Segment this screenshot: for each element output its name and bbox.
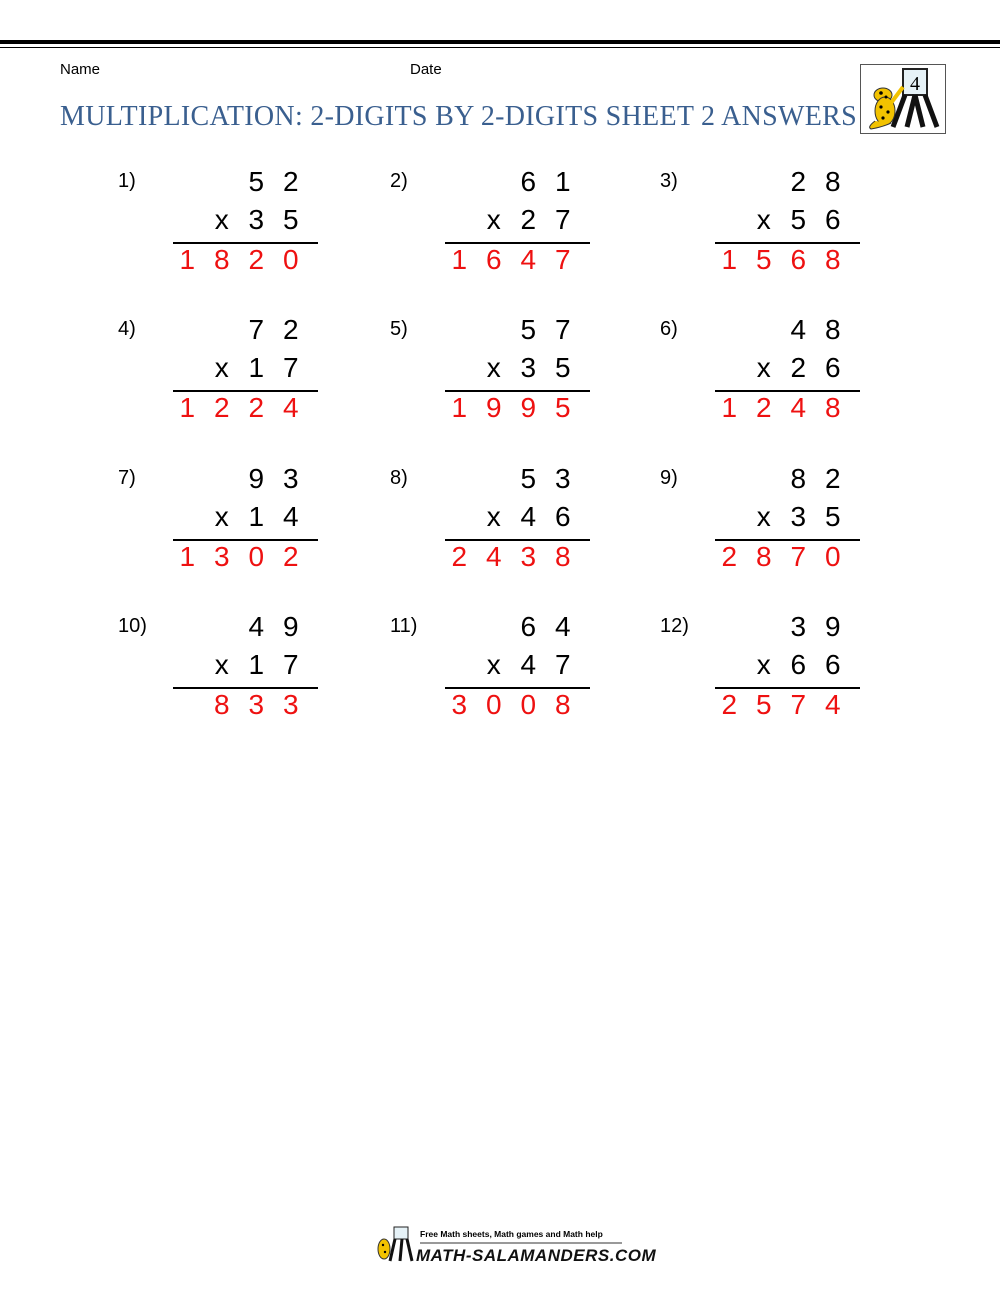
multiplier-digit: x xyxy=(214,649,229,680)
multiplier-digit: x xyxy=(486,649,501,680)
multiplier-digit: 6 xyxy=(824,204,841,235)
multiplier-digit: x xyxy=(756,204,771,235)
multiplicand-digit: 5 xyxy=(520,314,537,345)
multiplier xyxy=(205,352,309,384)
answer xyxy=(442,244,580,276)
answer-digit xyxy=(170,689,205,721)
answer-digit: 2 xyxy=(451,541,468,572)
multiplicand-digit: 8 xyxy=(790,463,807,494)
problem-10 xyxy=(118,611,318,755)
multiplicand-digit: 3 xyxy=(282,463,299,494)
answer xyxy=(712,541,850,573)
problem-number: 1) xyxy=(118,170,136,192)
multiplicand-digit: 1 xyxy=(554,166,571,197)
multiplier-digit: 4 xyxy=(282,501,299,532)
multiplier-digit: 1 xyxy=(248,501,265,532)
multiplier-digit: x xyxy=(486,352,501,383)
multiplicand xyxy=(747,314,851,346)
answer xyxy=(442,541,580,573)
answer-digit: 6 xyxy=(790,244,807,275)
multiplicand xyxy=(747,611,851,643)
answer xyxy=(170,392,308,424)
answer-digit: 3 xyxy=(248,689,265,720)
problem-number: 10) xyxy=(118,615,147,637)
multiplicand-digit xyxy=(477,611,512,643)
multiplicand-digit: 2 xyxy=(790,166,807,197)
answer-digit: 8 xyxy=(554,689,571,720)
answer-digit: 7 xyxy=(790,689,807,720)
answer-digit: 2 xyxy=(248,244,265,275)
multiplicand xyxy=(747,166,851,198)
answer-digit: 2 xyxy=(721,541,738,572)
multiplier-digit: 5 xyxy=(824,501,841,532)
answer-digit: 2 xyxy=(213,392,230,423)
problem-12 xyxy=(660,611,860,755)
answer-digit: 3 xyxy=(282,689,299,720)
answer-digit: 8 xyxy=(755,541,772,572)
answer-digit: 1 xyxy=(179,392,196,423)
answer-digit: 5 xyxy=(755,244,772,275)
multiplicand xyxy=(205,611,309,643)
problem-3 xyxy=(660,166,860,310)
answer-digit: 8 xyxy=(824,244,841,275)
multiplicand-digit: 2 xyxy=(824,463,841,494)
multiplicand-digit: 9 xyxy=(824,611,841,642)
multiplier-digit: 3 xyxy=(248,204,265,235)
answer-digit: 2 xyxy=(248,392,265,423)
multiplicand-digit: 7 xyxy=(554,314,571,345)
multiplicand-digit: 4 xyxy=(790,314,807,345)
name-label: Name xyxy=(60,61,101,78)
top-rule xyxy=(0,40,1000,44)
answer-digit: 9 xyxy=(520,392,537,423)
answer-digit: 8 xyxy=(213,244,230,275)
answer-digit: 7 xyxy=(554,244,571,275)
multiplier-digit: 6 xyxy=(554,501,571,532)
answer xyxy=(712,244,850,276)
multiplicand xyxy=(205,314,309,346)
multiplicand-digit: 2 xyxy=(282,314,299,345)
multiplicand-digit: 4 xyxy=(554,611,571,642)
problem-number: 4) xyxy=(118,318,136,340)
multiplier xyxy=(477,649,581,681)
answer-digit: 7 xyxy=(790,541,807,572)
page-title: MULTIPLICATION: 2-DIGITS BY 2-DIGITS SHEET 2 ANSWERS xyxy=(60,101,858,132)
answer xyxy=(442,392,580,424)
multiplier xyxy=(747,352,851,384)
problem-2 xyxy=(390,166,590,310)
answer-digit: 8 xyxy=(824,392,841,423)
multiplicand-digit xyxy=(747,314,782,346)
problem-7 xyxy=(118,463,318,607)
multiplicand-digit: 5 xyxy=(520,463,537,494)
multiplier-digit: 6 xyxy=(824,649,841,680)
salamander-logo xyxy=(860,64,946,134)
problem-5 xyxy=(390,314,590,458)
multiplicand xyxy=(477,463,581,495)
answer-digit: 5 xyxy=(554,392,571,423)
footer-tagline: Free Math sheets, Math games and Math help xyxy=(420,1229,603,1239)
multiplicand-digit xyxy=(205,463,240,495)
multiplier xyxy=(477,501,581,533)
top-rule-thin xyxy=(0,47,1000,48)
answer xyxy=(712,392,850,424)
answer-digit: 3 xyxy=(213,541,230,572)
multiplier-digit: 1 xyxy=(248,352,265,383)
multiplier-digit: 7 xyxy=(282,649,299,680)
multiplicand xyxy=(205,166,309,198)
answer-digit: 2 xyxy=(755,392,772,423)
multiplier-digit: 5 xyxy=(554,352,571,383)
multiplicand-digit xyxy=(747,611,782,643)
multiplier-digit: 7 xyxy=(282,352,299,383)
answer-digit: 4 xyxy=(520,244,537,275)
answer-digit: 1 xyxy=(721,392,738,423)
answer-digit: 4 xyxy=(485,541,502,572)
problem-11 xyxy=(390,611,590,755)
multiplicand-digit xyxy=(747,463,782,495)
multiplier-digit: 4 xyxy=(520,501,537,532)
answer-digit: 5 xyxy=(755,689,772,720)
footer-logo xyxy=(374,1225,657,1267)
multiplier-digit: 2 xyxy=(520,204,537,235)
problem-number: 2) xyxy=(390,170,408,192)
multiplicand-digit: 8 xyxy=(824,314,841,345)
multiplier-digit: x xyxy=(214,204,229,235)
answer-digit: 9 xyxy=(485,392,502,423)
multiplier xyxy=(477,352,581,384)
multiplier-digit: 3 xyxy=(790,501,807,532)
multiplicand-digit xyxy=(477,314,512,346)
problem-number: 9) xyxy=(660,467,678,489)
multiplier-digit: x xyxy=(214,352,229,383)
multiplier-digit: 7 xyxy=(554,649,571,680)
answer-digit: 2 xyxy=(282,541,299,572)
multiplier-digit: 5 xyxy=(790,204,807,235)
answer-digit: 0 xyxy=(282,244,299,275)
date-label: Date xyxy=(410,61,442,78)
problem-number: 11) xyxy=(390,615,418,637)
multiplicand-digit xyxy=(205,166,240,198)
answer-digit: 0 xyxy=(248,541,265,572)
multiplier xyxy=(477,204,581,236)
multiplicand xyxy=(747,463,851,495)
multiplicand-digit: 6 xyxy=(520,611,537,642)
multiplier xyxy=(205,649,309,681)
problem-number: 7) xyxy=(118,467,136,489)
multiplicand-digit: 9 xyxy=(248,463,265,494)
multiplier xyxy=(205,204,309,236)
answer-digit: 6 xyxy=(485,244,502,275)
problem-6 xyxy=(660,314,860,458)
multiplier-digit: x xyxy=(756,501,771,532)
answer-digit: 8 xyxy=(213,689,230,720)
multiplier-digit: x xyxy=(486,204,501,235)
multiplicand-digit: 5 xyxy=(248,166,265,197)
multiplier xyxy=(205,501,309,533)
multiplicand-digit xyxy=(205,611,240,643)
multiplier-digit: 6 xyxy=(790,649,807,680)
answer-digit: 4 xyxy=(282,392,299,423)
answer-digit: 0 xyxy=(824,541,841,572)
multiplier-digit: x xyxy=(214,501,229,532)
answer-digit: 0 xyxy=(485,689,502,720)
multiplier xyxy=(747,204,851,236)
problem-number: 12) xyxy=(660,615,689,637)
multiplicand xyxy=(477,611,581,643)
multiplicand-digit: 6 xyxy=(520,166,537,197)
problem-number: 8) xyxy=(390,467,408,489)
multiplicand-digit: 3 xyxy=(790,611,807,642)
problem-number: 5) xyxy=(390,318,408,340)
multiplier-digit: 1 xyxy=(248,649,265,680)
multiplier-digit: 4 xyxy=(520,649,537,680)
multiplicand xyxy=(477,166,581,198)
answer-digit: 1 xyxy=(721,244,738,275)
multiplicand-digit xyxy=(477,463,512,495)
multiplier-digit: 2 xyxy=(790,352,807,383)
answer-digit: 1 xyxy=(179,244,196,275)
multiplier-digit: x xyxy=(486,501,501,532)
multiplicand xyxy=(205,463,309,495)
multiplicand-digit: 3 xyxy=(554,463,571,494)
answer xyxy=(712,689,850,721)
multiplicand-digit xyxy=(747,166,782,198)
svg-text:4: 4 xyxy=(910,73,920,95)
multiplier xyxy=(747,649,851,681)
answer xyxy=(170,689,308,721)
multiplicand-digit: 4 xyxy=(248,611,265,642)
answer-digit: 0 xyxy=(520,689,537,720)
answer xyxy=(170,244,308,276)
multiplier-digit: 6 xyxy=(824,352,841,383)
answer-digit: 4 xyxy=(790,392,807,423)
answer-digit: 1 xyxy=(451,392,468,423)
multiplicand-digit: 8 xyxy=(824,166,841,197)
problem-number: 3) xyxy=(660,170,678,192)
multiplicand-digit xyxy=(477,166,512,198)
answer-digit: 3 xyxy=(451,689,468,720)
problem-number: 6) xyxy=(660,318,678,340)
multiplicand-digit xyxy=(205,314,240,346)
answer-digit: 2 xyxy=(721,689,738,720)
problem-8 xyxy=(390,463,590,607)
multiplier-digit: x xyxy=(756,649,771,680)
answer xyxy=(170,541,308,573)
answer-digit: 1 xyxy=(451,244,468,275)
problem-4 xyxy=(118,314,318,458)
multiplicand-digit: 9 xyxy=(282,611,299,642)
multiplier-digit: 3 xyxy=(520,352,537,383)
problem-1 xyxy=(118,166,318,310)
problem-9 xyxy=(660,463,860,607)
answer-digit: 3 xyxy=(520,541,537,572)
multiplier-digit: x xyxy=(756,352,771,383)
multiplicand-digit: 7 xyxy=(248,314,265,345)
footer-site: MATH-SALAMANDERS.COM xyxy=(416,1246,657,1265)
answer-digit: 1 xyxy=(179,541,196,572)
answer xyxy=(442,689,580,721)
multiplier-digit: 5 xyxy=(282,204,299,235)
answer-digit: 8 xyxy=(554,541,571,572)
answer-digit: 4 xyxy=(824,689,841,720)
multiplier-digit: 7 xyxy=(554,204,571,235)
multiplier xyxy=(747,501,851,533)
multiplicand-digit: 2 xyxy=(282,166,299,197)
multiplicand xyxy=(477,314,581,346)
